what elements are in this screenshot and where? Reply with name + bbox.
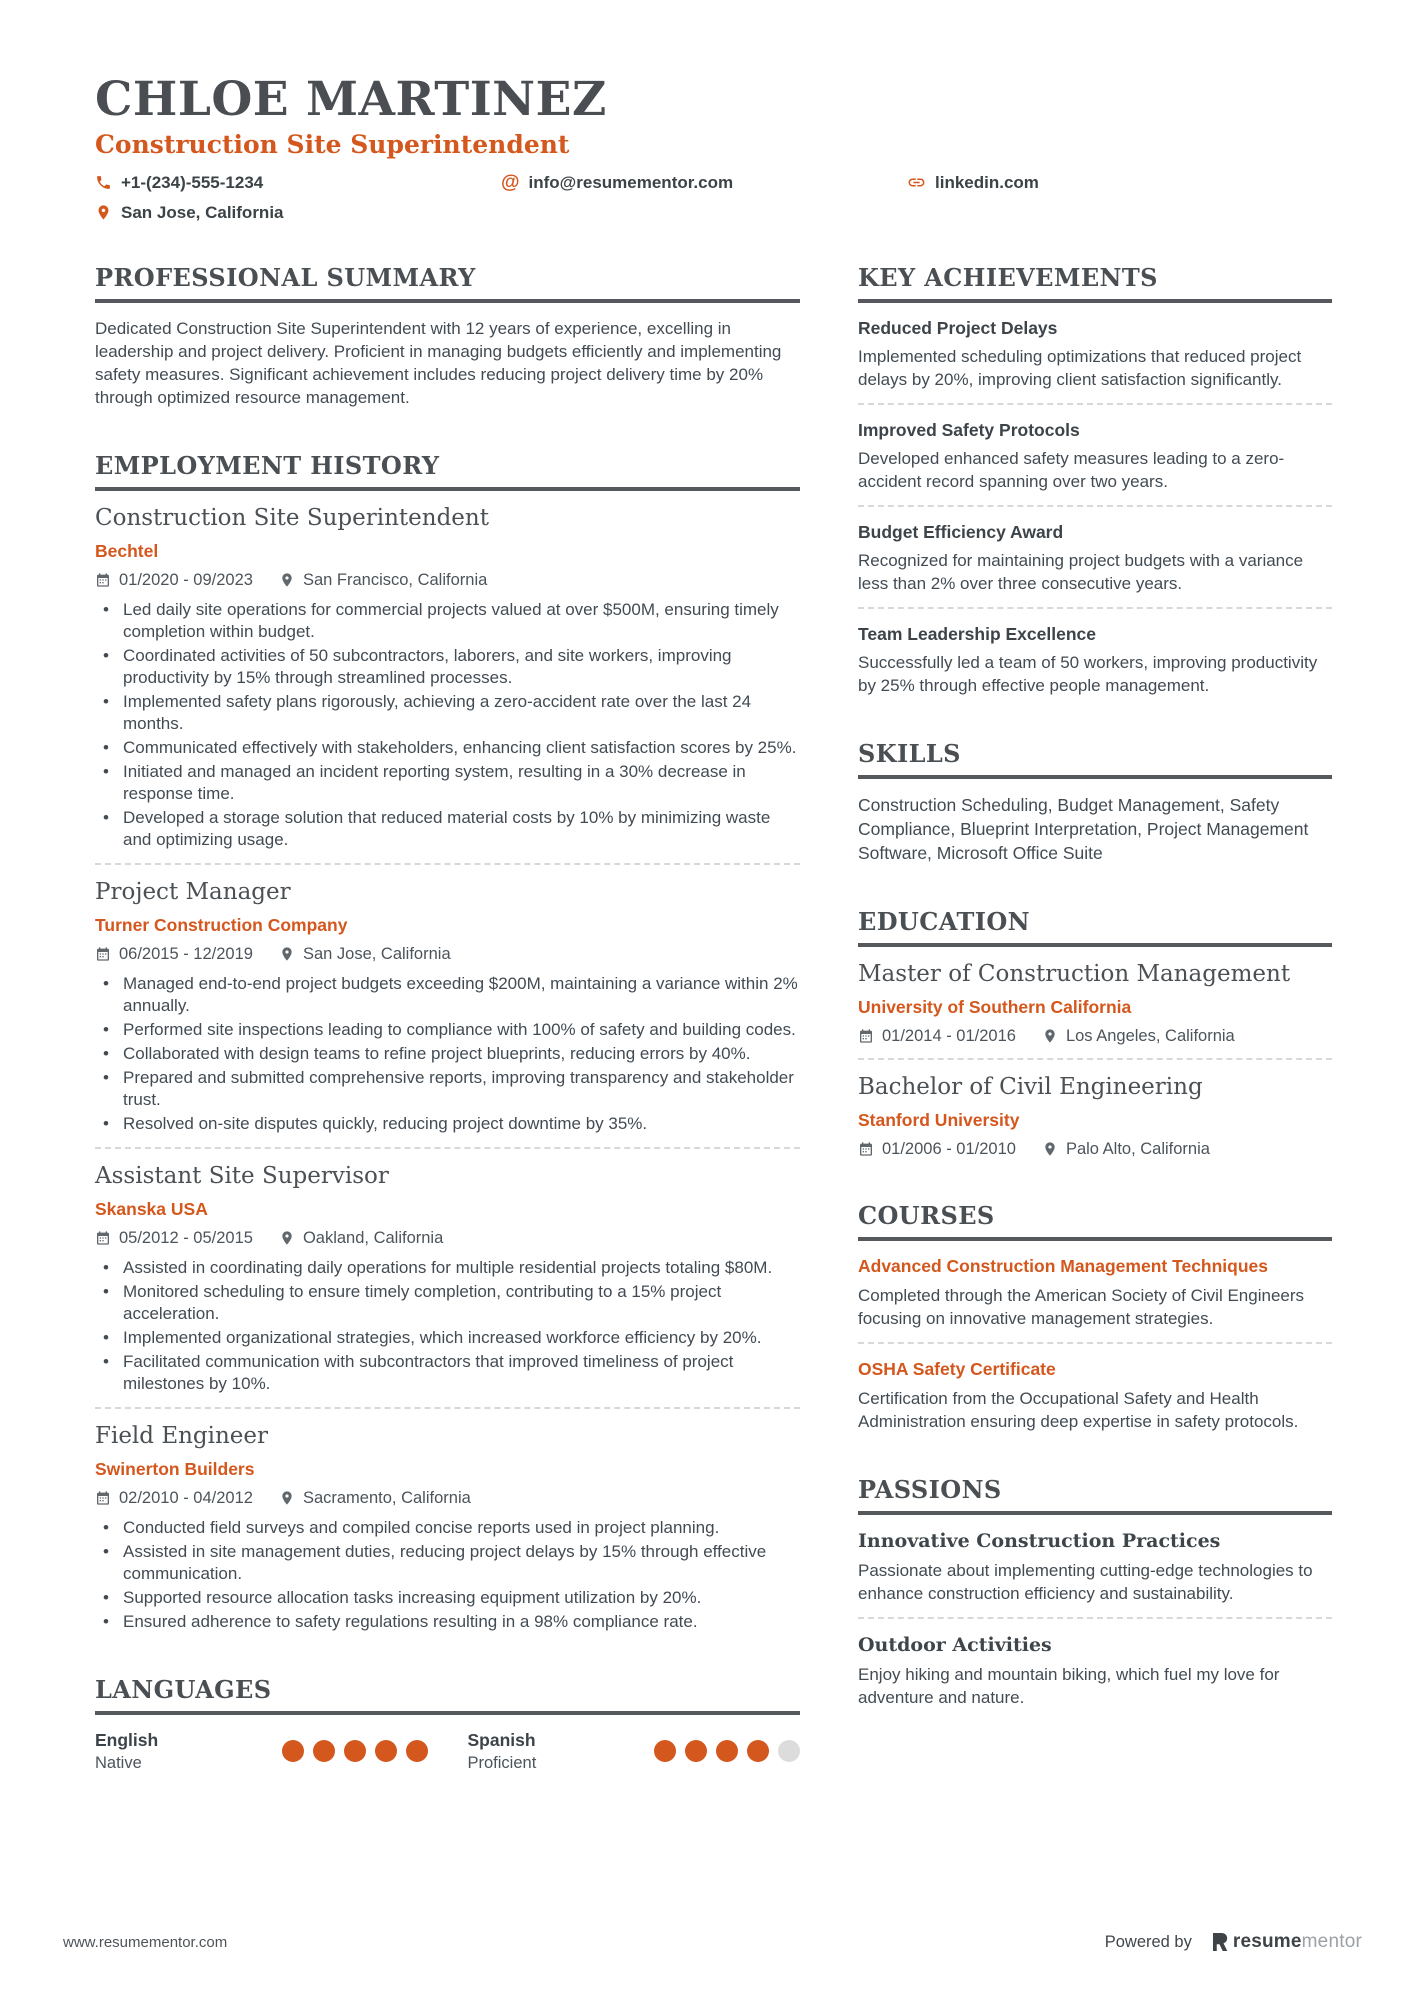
passion-title: Innovative Construction Practices <box>858 1529 1221 1552</box>
skills-heading: SKILLS <box>858 739 1332 779</box>
summary-heading: PROFESSIONAL SUMMARY <box>95 263 800 303</box>
location-pin-icon <box>279 946 295 962</box>
location-pin-icon <box>279 572 295 588</box>
contact-row-primary <box>95 172 1332 194</box>
education-dates-text: 01/2014 - 01/2016 <box>882 1026 1016 1045</box>
education-dates <box>858 1140 1016 1159</box>
degree-title: Master of Construction Management <box>858 960 1291 987</box>
education-dates <box>858 1027 1016 1046</box>
job-location-text: San Francisco, California <box>302 570 488 589</box>
education-meta <box>858 1140 1332 1159</box>
achievement-title: Reduced Project Delays <box>858 317 1058 338</box>
passion-text: Passionate about implementing cutting-edge technologies to enhance construction efficiency and sustainability. <box>858 1560 1313 1603</box>
bullet-item: • Communicated effectively with stakeholders, enhancing client satisfaction scores by 25%. <box>95 737 800 759</box>
course-title: Advanced Construction Management Techniques <box>858 1255 1269 1276</box>
education-location <box>1042 1027 1235 1046</box>
powered-by-label: Powered by <box>1104 1932 1192 1951</box>
language-level-dot <box>716 1740 738 1762</box>
section-courses <box>858 1201 1332 1433</box>
language-level-dots <box>654 1740 800 1762</box>
bullet-item: • Ensured adherence to safety regulations resulting in a 98% compliance rate. <box>95 1611 800 1633</box>
powered-by-block <box>1105 1931 1362 1953</box>
dashed-separator <box>858 1617 1332 1619</box>
job-location <box>279 945 451 964</box>
achievement-title: Team Leadership Excellence <box>858 623 1096 644</box>
job-company: Bechtel <box>95 540 159 561</box>
section-key-achievements <box>858 263 1332 697</box>
summary-text: Dedicated Construction Site Superintendent with 12 years of experience, excelling in leadership and project delivery. Proficient in managing budgets efficiently and implementing safety measures. Significant achievement includes reducing project delivery time by 20% through optimized resource management. <box>95 318 782 407</box>
achievement-text: Implemented scheduling optimizations that reduced project delays by 20%, improving client satisfaction significantly. <box>858 346 1302 389</box>
dashed-separator <box>858 505 1332 507</box>
resumementor-logo <box>1210 1931 1362 1953</box>
job-entry <box>95 505 800 851</box>
section-passions <box>858 1475 1332 1709</box>
location-text: San Jose, California <box>121 202 284 222</box>
calendar-icon <box>95 572 111 588</box>
language-level-dot <box>778 1740 800 1762</box>
job-dates <box>95 1229 253 1248</box>
bullet-item: • Implemented organizational strategies, which increased workforce efficiency by 20%. <box>95 1327 800 1349</box>
achievement-item <box>858 623 1332 697</box>
job-dates-text: 01/2020 - 09/2023 <box>119 570 253 589</box>
course-text: Certification from the Occupational Safety and Health Administration ensuring deep expertise in safety protocols. <box>858 1388 1299 1431</box>
language-level-dot <box>747 1740 769 1762</box>
section-education <box>858 907 1332 1159</box>
dashed-separator <box>95 1147 800 1149</box>
footer-site-link[interactable]: www.resumementor.com <box>63 1933 228 1951</box>
bullet-item: • Assisted in site management duties, reducing project delays by 15% through effective communication. <box>95 1541 800 1585</box>
calendar-icon <box>858 1141 874 1157</box>
calendar-icon <box>95 1230 111 1246</box>
bullet-item: • Developed a storage solution that reduced material costs by 10% by minimizing waste and optimizing usage. <box>95 807 800 851</box>
languages-row <box>95 1729 800 1774</box>
language-level-dot <box>685 1740 707 1762</box>
education-item <box>858 1074 1332 1159</box>
resumementor-logo-text <box>1233 1931 1362 1953</box>
bullet-item: • Assisted in coordinating daily operations for multiple residential projects totaling $80M. <box>95 1257 800 1279</box>
course-item <box>858 1255 1332 1330</box>
linkedin-contact[interactable] <box>907 173 1039 193</box>
education-heading: EDUCATION <box>858 907 1332 947</box>
job-company: Turner Construction Company <box>95 914 348 935</box>
dashed-separator <box>95 863 800 865</box>
school-name: Stanford University <box>858 1109 1020 1130</box>
bullet-item: • Monitored scheduling to ensure timely completion, contributing to a 15% project acceleration. <box>95 1281 800 1325</box>
job-bullets <box>95 973 800 1135</box>
language-name: English <box>95 1729 159 1750</box>
job-dates <box>95 571 253 590</box>
school-name: University of Southern California <box>858 996 1132 1017</box>
resume-header <box>95 74 1332 223</box>
bullet-item: • Managed end-to-end project budgets exceeding $200M, maintaining a variance within 2% annually. <box>95 973 800 1017</box>
person-name: CHLOE MARTINEZ <box>95 72 607 127</box>
phone-contact <box>95 173 501 193</box>
left-column <box>95 263 800 1774</box>
language-level-dot <box>344 1740 366 1762</box>
phone-icon <box>95 174 112 191</box>
job-title: Project Manager <box>95 878 291 905</box>
language-level-dot <box>282 1740 304 1762</box>
bullet-item: • Resolved on-site disputes quickly, reducing project downtime by 35%. <box>95 1113 800 1135</box>
achievement-item <box>858 317 1332 391</box>
linkedin-url[interactable]: linkedin.com <box>935 172 1039 192</box>
section-employment-history <box>95 451 800 1633</box>
course-item <box>858 1358 1332 1433</box>
education-location <box>1042 1140 1210 1159</box>
bullet-item: • Conducted field surveys and compiled concise reports used in project planning. <box>95 1517 800 1539</box>
job-bullets <box>95 599 800 851</box>
job-title: Field Engineer <box>95 1422 269 1449</box>
passion-item <box>858 1633 1332 1709</box>
page-footer <box>63 1931 1362 1953</box>
job-dates <box>95 1489 253 1508</box>
language-level-dot <box>406 1740 428 1762</box>
education-meta <box>858 1027 1332 1046</box>
job-location <box>279 1489 471 1508</box>
job-dates-text: 06/2015 - 12/2019 <box>119 944 253 963</box>
email-icon: @ <box>501 171 520 193</box>
language-level: Native <box>95 1753 142 1772</box>
course-text: Completed through the American Society of Civil Engineers focusing on innovative management strategies. <box>858 1285 1305 1328</box>
achievement-item <box>858 419 1332 493</box>
columns <box>95 263 1332 1774</box>
achievement-item <box>858 521 1332 595</box>
contact-block <box>95 172 1332 223</box>
location-contact <box>95 203 284 223</box>
language-name: Spanish <box>467 1729 536 1750</box>
job-bullets <box>95 1517 800 1633</box>
job-dates <box>95 945 253 964</box>
achievements-heading: KEY ACHIEVEMENTS <box>858 263 1332 303</box>
bullet-item: • Collaborated with design teams to refine project blueprints, reducing errors by 40%. <box>95 1043 800 1065</box>
education-item <box>858 961 1332 1046</box>
language-level-dot <box>313 1740 335 1762</box>
section-professional-summary <box>95 263 800 409</box>
passion-item <box>858 1529 1332 1605</box>
passions-heading: PASSIONS <box>858 1475 1332 1515</box>
bullet-item: • Supported resource allocation tasks increasing equipment utilization by 20%. <box>95 1587 800 1609</box>
phone-number: +1-(234)-555-1234 <box>121 172 264 192</box>
language-labels <box>95 1729 158 1774</box>
employment-heading: EMPLOYMENT HISTORY <box>95 451 800 491</box>
language-level-dot <box>375 1740 397 1762</box>
language-labels <box>468 1729 537 1774</box>
degree-title: Bachelor of Civil Engineering <box>858 1073 1203 1100</box>
email-contact[interactable] <box>501 172 907 194</box>
location-pin-icon <box>1042 1141 1058 1157</box>
passion-title: Outdoor Activities <box>858 1633 1052 1656</box>
job-meta <box>95 1229 800 1248</box>
job-bullets <box>95 1257 800 1395</box>
bullet-item: • Facilitated communication with subcontractors that improved timeliness of project milestones by 10%. <box>95 1351 800 1395</box>
dashed-separator <box>858 403 1332 405</box>
resumementor-logo-icon <box>1210 1932 1228 1952</box>
section-languages <box>95 1675 800 1774</box>
job-location <box>279 1229 443 1248</box>
job-location-text: San Jose, California <box>302 944 451 963</box>
job-company: Swinerton Builders <box>95 1458 255 1479</box>
job-meta <box>95 1489 800 1508</box>
achievement-text: Developed enhanced safety measures leading to a zero-accident record spanning over two years. <box>858 448 1285 491</box>
person-role-title: Construction Site Superintendent <box>95 129 570 159</box>
job-meta <box>95 571 800 590</box>
calendar-icon <box>95 1490 111 1506</box>
achievement-title: Budget Efficiency Award <box>858 521 1064 542</box>
job-location <box>279 571 487 590</box>
job-entry <box>95 1163 800 1395</box>
dashed-separator <box>858 1058 1332 1060</box>
language-level: Proficient <box>467 1753 537 1772</box>
bullet-item: • Initiated and managed an incident reporting system, resulting in a 30% decrease in response time. <box>95 761 800 805</box>
bullet-item: • Implemented safety plans rigorously, achieving a zero-accident rate over the last 24 months. <box>95 691 800 735</box>
right-column <box>858 263 1332 1774</box>
job-dates-text: 05/2012 - 05/2015 <box>119 1228 253 1247</box>
dashed-separator <box>858 1342 1332 1344</box>
achievement-title: Improved Safety Protocols <box>858 419 1080 440</box>
job-title: Construction Site Superintendent <box>95 504 489 531</box>
dashed-separator <box>95 1407 800 1409</box>
link-icon <box>907 173 926 192</box>
logo-text-light: mentor <box>1301 1931 1362 1952</box>
job-entry <box>95 1423 800 1633</box>
skills-text: Construction Scheduling, Budget Management, Safety Compliance, Blueprint Interpretation, Project Management Software, Microsoft Office Suite <box>858 794 1309 863</box>
location-pin-icon <box>279 1490 295 1506</box>
job-location-text: Sacramento, California <box>302 1488 471 1507</box>
section-skills <box>858 739 1332 865</box>
courses-heading: COURSES <box>858 1201 1332 1241</box>
job-meta <box>95 945 800 964</box>
bullet-item: • Performed site inspections leading to compliance with 100% of safety and building codes. <box>95 1019 800 1041</box>
bullet-item: • Coordinated activities of 50 subcontractors, laborers, and site workers, improving productivity by 15% through streamlined processes. <box>95 645 800 689</box>
location-pin-icon <box>279 1230 295 1246</box>
job-company: Skanska USA <box>95 1198 208 1219</box>
languages-heading: LANGUAGES <box>95 1675 800 1715</box>
course-title: OSHA Safety Certificate <box>858 1358 1056 1379</box>
language-level-dot <box>654 1740 676 1762</box>
language-item <box>468 1729 801 1774</box>
job-dates-text: 02/2010 - 04/2012 <box>119 1488 253 1507</box>
language-level-dots <box>282 1740 428 1762</box>
bullet-item: • Led daily site operations for commercial projects valued at over $500M, ensuring timely completion within budget. <box>95 599 800 643</box>
education-location-text: Palo Alto, California <box>1065 1139 1210 1158</box>
achievement-text: Successfully led a team of 50 workers, improving productivity by 25% through effective people management. <box>858 652 1318 695</box>
achievement-text: Recognized for maintaining project budgets with a variance less than 2% over three consecutive years. <box>858 550 1304 593</box>
email-address[interactable]: info@resumementor.com <box>528 172 734 192</box>
dashed-separator <box>858 607 1332 609</box>
job-entry <box>95 879 800 1135</box>
logo-text-bold: resume <box>1232 1931 1302 1952</box>
bullet-item: • Prepared and submitted comprehensive reports, improving transparency and stakeholder trust. <box>95 1067 800 1111</box>
job-location-text: Oakland, California <box>302 1228 444 1247</box>
calendar-icon <box>858 1028 874 1044</box>
location-pin-icon <box>1042 1028 1058 1044</box>
location-pin-icon <box>95 204 112 221</box>
calendar-icon <box>95 946 111 962</box>
passion-text: Enjoy hiking and mountain biking, which fuel my love for adventure and nature. <box>858 1664 1280 1707</box>
education-dates-text: 01/2006 - 01/2010 <box>882 1139 1016 1158</box>
education-location-text: Los Angeles, California <box>1065 1026 1235 1045</box>
contact-row-secondary <box>95 203 1332 223</box>
language-item <box>95 1729 428 1774</box>
job-title: Assistant Site Supervisor <box>95 1162 389 1189</box>
